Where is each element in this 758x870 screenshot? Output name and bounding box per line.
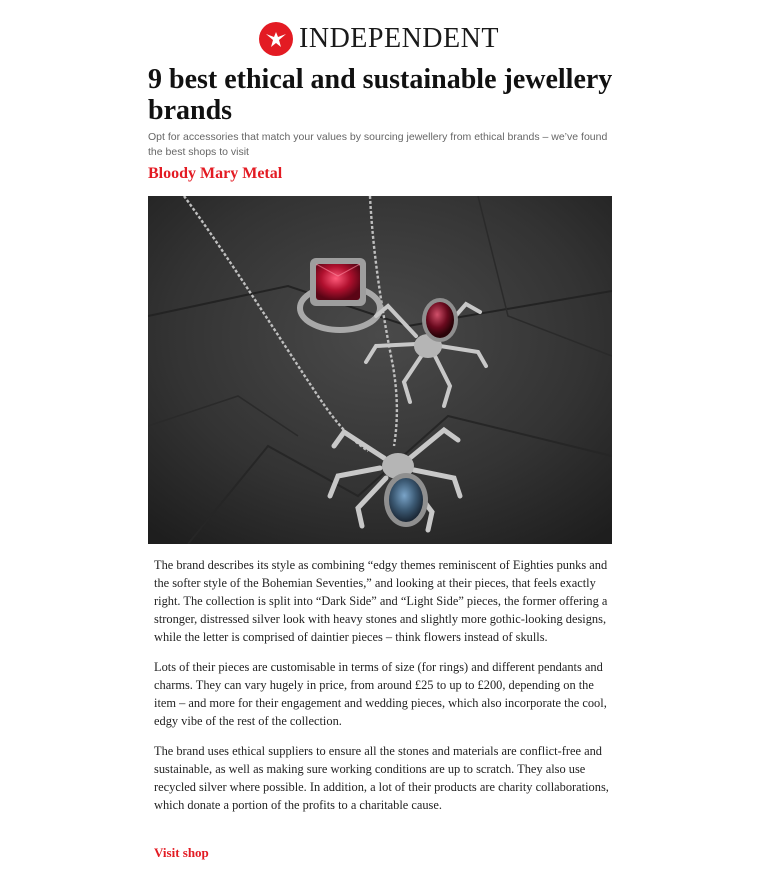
eagle-icon xyxy=(259,22,293,56)
article-headline: 9 best ethical and sustainable jewellery brands xyxy=(148,64,613,126)
masthead[interactable] xyxy=(0,18,758,60)
body-paragraph-1: The brand describes its style as combining “edgy themes reminiscent of Eighties punks and the softer style of the Bohemian Seventies,” and looking at their pieces, that feels exactly right. The collection is split into “Dark Side” and “Light Side” pieces, the former offering a stronger, distressed silver look with heavy stones and slightly more gothic-looking designs, while the letter is comprised of daintier pieces – think flowers instead of skulls. xyxy=(154,558,608,644)
product-photo xyxy=(148,196,612,544)
body-paragraph-3: The brand uses ethical suppliers to ensure all the stones and materials are conflict-free and sustainable, as well as making sure working conditions are up to scratch. They also use recycled silver where possible. In addition, a lot of their products are charity collaborations, which donate a portion of the profits to a charitable cause. xyxy=(154,744,609,812)
logo-wordmark: INDEPENDENT xyxy=(299,23,499,54)
article-standfirst: Opt for accessories that match your values by sourcing jewellery from ethical brands – we’ve found the best shops to visit xyxy=(148,131,608,158)
body-paragraph-2: Lots of their pieces are customisable in terms of size (for rings) and different pendants and charms. They can vary hugely in price, from around £25 to up to £200, depending on the item – and more for their engagement and wedding pieces, which also incorporate the cool, edgy vibe of the rest of the collection. xyxy=(154,660,607,728)
visit-shop-link[interactable]: Visit shop xyxy=(154,845,209,860)
article-body xyxy=(154,556,614,826)
brand-heading: Bloody Mary Metal xyxy=(148,165,283,182)
